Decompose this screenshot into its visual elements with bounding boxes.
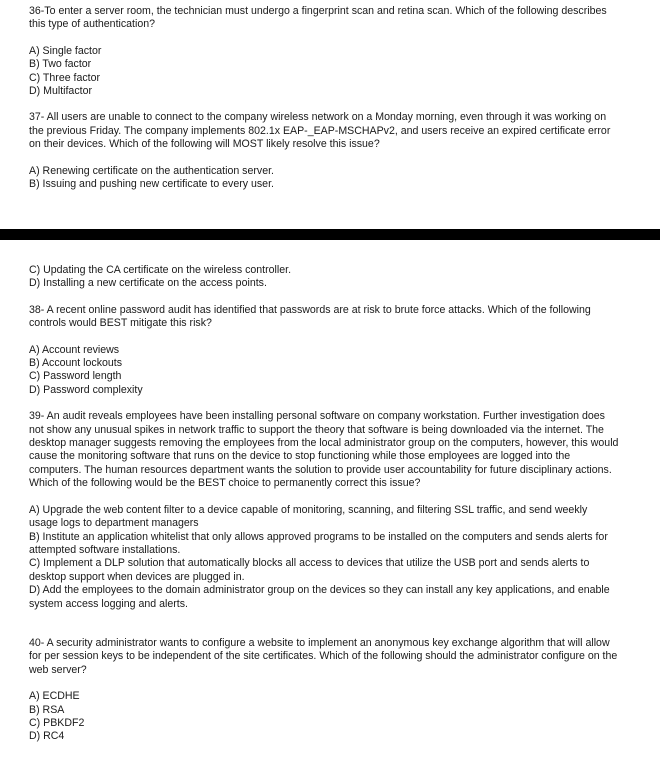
question-38-option-c: C) Password length [29,370,122,383]
question-37 [29,111,619,191]
question-40-option-c: C) PBKDF2 [29,716,85,729]
question-39-option-d: D) Add the employees to the domain administrator group on the devices so they can install any key applications, and enable system access logging and alerts. [29,584,610,610]
page-break-bar [0,229,660,240]
question-39-option-a: A) Upgrade the web content filter to a device capable of monitoring, scanning, and filtering SSL traffic, and send weekly usage logs to department managers [29,503,588,530]
question-39-option-b: B) Institute an application whitelist that only allows approved programs to be installed on the computers and sends alerts for attempted software installations. [29,530,608,556]
question-39-option-c: C) Implement a DLP solution that automatically blocks all access to devices that utilize the USB port and sends alerts to desktop support when devices are plugged in. [29,557,590,583]
question-38-text: 38- A recent online password audit has identified that passwords are at risk to brute force attacks. Which of the following controls would BEST mitigate this risk? [29,303,591,330]
question-39-text: 39- An audit reveals employees have been installing personal software on company workstation. Further investigation does not show any unusual spikes in network traffic to support the theory that software is being downloaded via the internet. The desktop manager suggests removing the employees from the local administrator group on the computers, however, this would cause the monitoring software that runs on the device to stop functioning while those employees are logged into the computers. The human resources department wants the solution to provide user accountability for future disciplinary actions. Which of the following would be the BEST choice to permanently correct this issue? [29,410,619,490]
spacer [29,397,619,410]
question-37-option-a: A) Renewing certificate on the authentication server. [29,164,274,177]
question-40 [29,637,619,744]
question-39 [29,410,619,611]
page-top [29,5,619,191]
spacer [29,291,619,304]
question-40-options [29,690,619,744]
question-37-text: 37- All users are unable to connect to the company wireless network on a Monday morning, even through it was working on the previous Friday. The company implements 802.1x EAP-_EAP-MSCHAPv2, and users receive an expired certificate error on their devices. Which of the following will MOST likely resolve this issue? [29,111,611,151]
question-37-option-c: C) Updating the CA certificate on the wireless controller. [29,264,292,276]
question-37-options-top [29,165,619,192]
question-36-options [29,45,619,99]
question-38-options [29,344,619,398]
spacer [29,611,619,637]
question-36 [29,5,619,98]
question-36-text: 36-To enter a server room, the technician must undergo a fingerprint scan and retina scan. Which of the following describes this type of authentication? [29,5,607,31]
question-36-option-b: B) Two factor [29,58,92,71]
question-40-option-b: B) RSA [29,703,65,716]
question-38-option-d: D) Password complexity [29,383,143,396]
question-38-option-b: B) Account lockouts [29,357,123,370]
question-39-options [29,504,619,611]
question-40-option-a: A) ECDHE [29,690,80,703]
question-37-option-b: B) Issuing and pushing new certificate to every user. [29,178,274,191]
question-36-option-a: A) Single factor [29,44,102,57]
spacer [29,98,619,111]
question-40-option-d: D) RC4 [29,730,65,743]
question-40-text: 40- A security administrator wants to configure a website to implement an anonymous key exchange algorithm that will allow for per session keys to be independent of the site certificates. Which of the following should the administrator configure on the web server? [29,636,618,676]
question-37-option-d: D) Installing a new certificate on the access points. [29,277,267,290]
question-37-options-bottom [29,264,619,291]
question-38 [29,304,619,397]
question-38-option-a: A) Account reviews [29,343,120,356]
question-36-option-c: C) Three factor [29,71,101,84]
question-36-option-d: D) Multifactor [29,85,92,98]
page-bottom [29,264,619,744]
